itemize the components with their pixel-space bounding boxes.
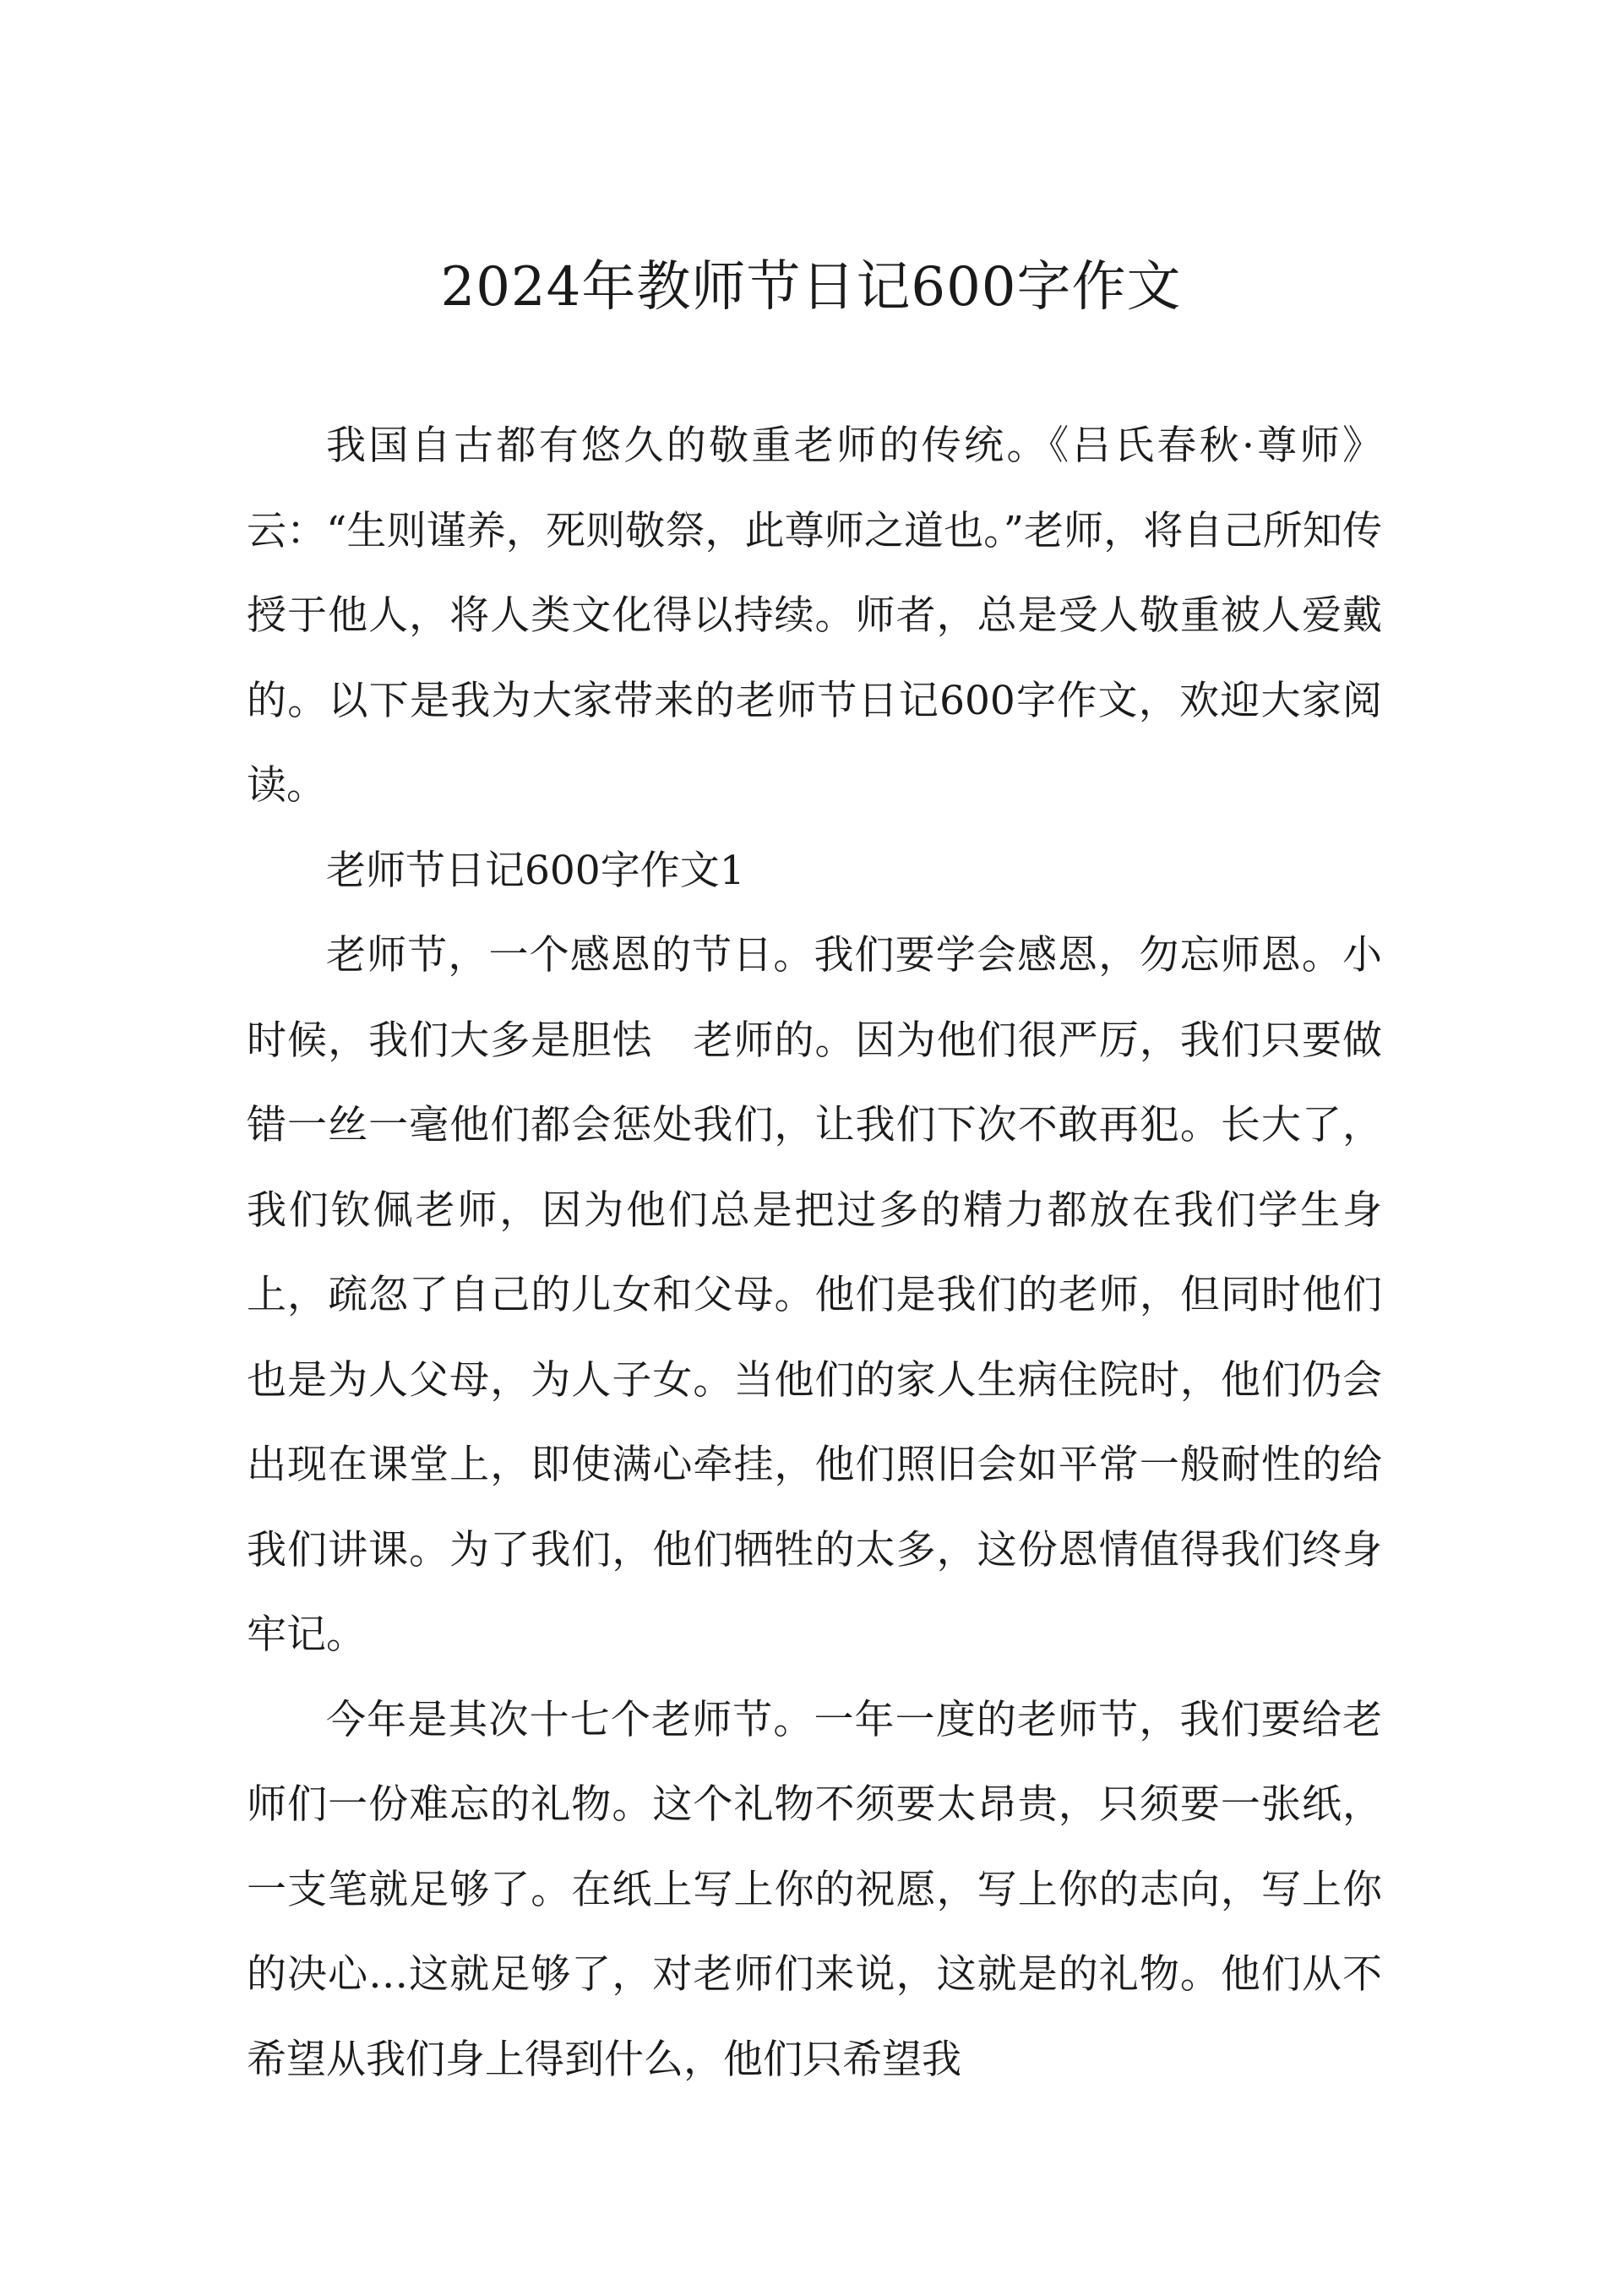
document-body <box>247 404 1382 2102</box>
body-paragraph: 今年是其次十七个老师节。一年一度的老师节，我们要给老师们一份难忘的礼物。这个礼物不须要太昂贵，只须要一张纸，一支笔就足够了。在纸上写上你的祝愿，写上你的志向，写上你的决心…这就足够了，对老师们来说，这就是的礼物。他们从不希望从我们身上得到什么，他们只希望我 <box>247 1696 1382 2083</box>
document-title: 2024年教师节日记600字作文 <box>440 256 1182 319</box>
body-paragraph: 老师节，一个感恩的节日。我们要学会感恩，勿忘师恩。小时候，我们大多是胆怯 老师的。因为他们很严厉，我们只要做错一丝一毫他们都会惩处我们，让我们下次不敢再犯。长大了，我们钦佩老师，因为他们总是把过多的精力都放在我们学生身上，疏忽了自己的儿女和父母。他们是我们的老师，但同时他们也是为人父母，为人子女。当他们的家人生病住院时，他们仍会出现在课堂上，即使满心牵挂，他们照旧会如平常一般耐性的给我们讲课。为了我们，他们牺牲的太多，这份恩情值得我们终身牢记。 <box>247 932 1382 1658</box>
intro-paragraph: 我国自古都有悠久的敬重老师的传统。《吕氏春秋·尊师》云：“生则谨养，死则敬祭，此尊师之道也。”老师，将自己所知传授于他人，将人类文化得以持续。师者，总是受人敬重被人爱戴的。以下是我为大家带来的老师节日记600字作文，欢迎大家阅读。 <box>247 423 1382 809</box>
section-heading: 老师节日记600字作文1 <box>326 847 745 894</box>
